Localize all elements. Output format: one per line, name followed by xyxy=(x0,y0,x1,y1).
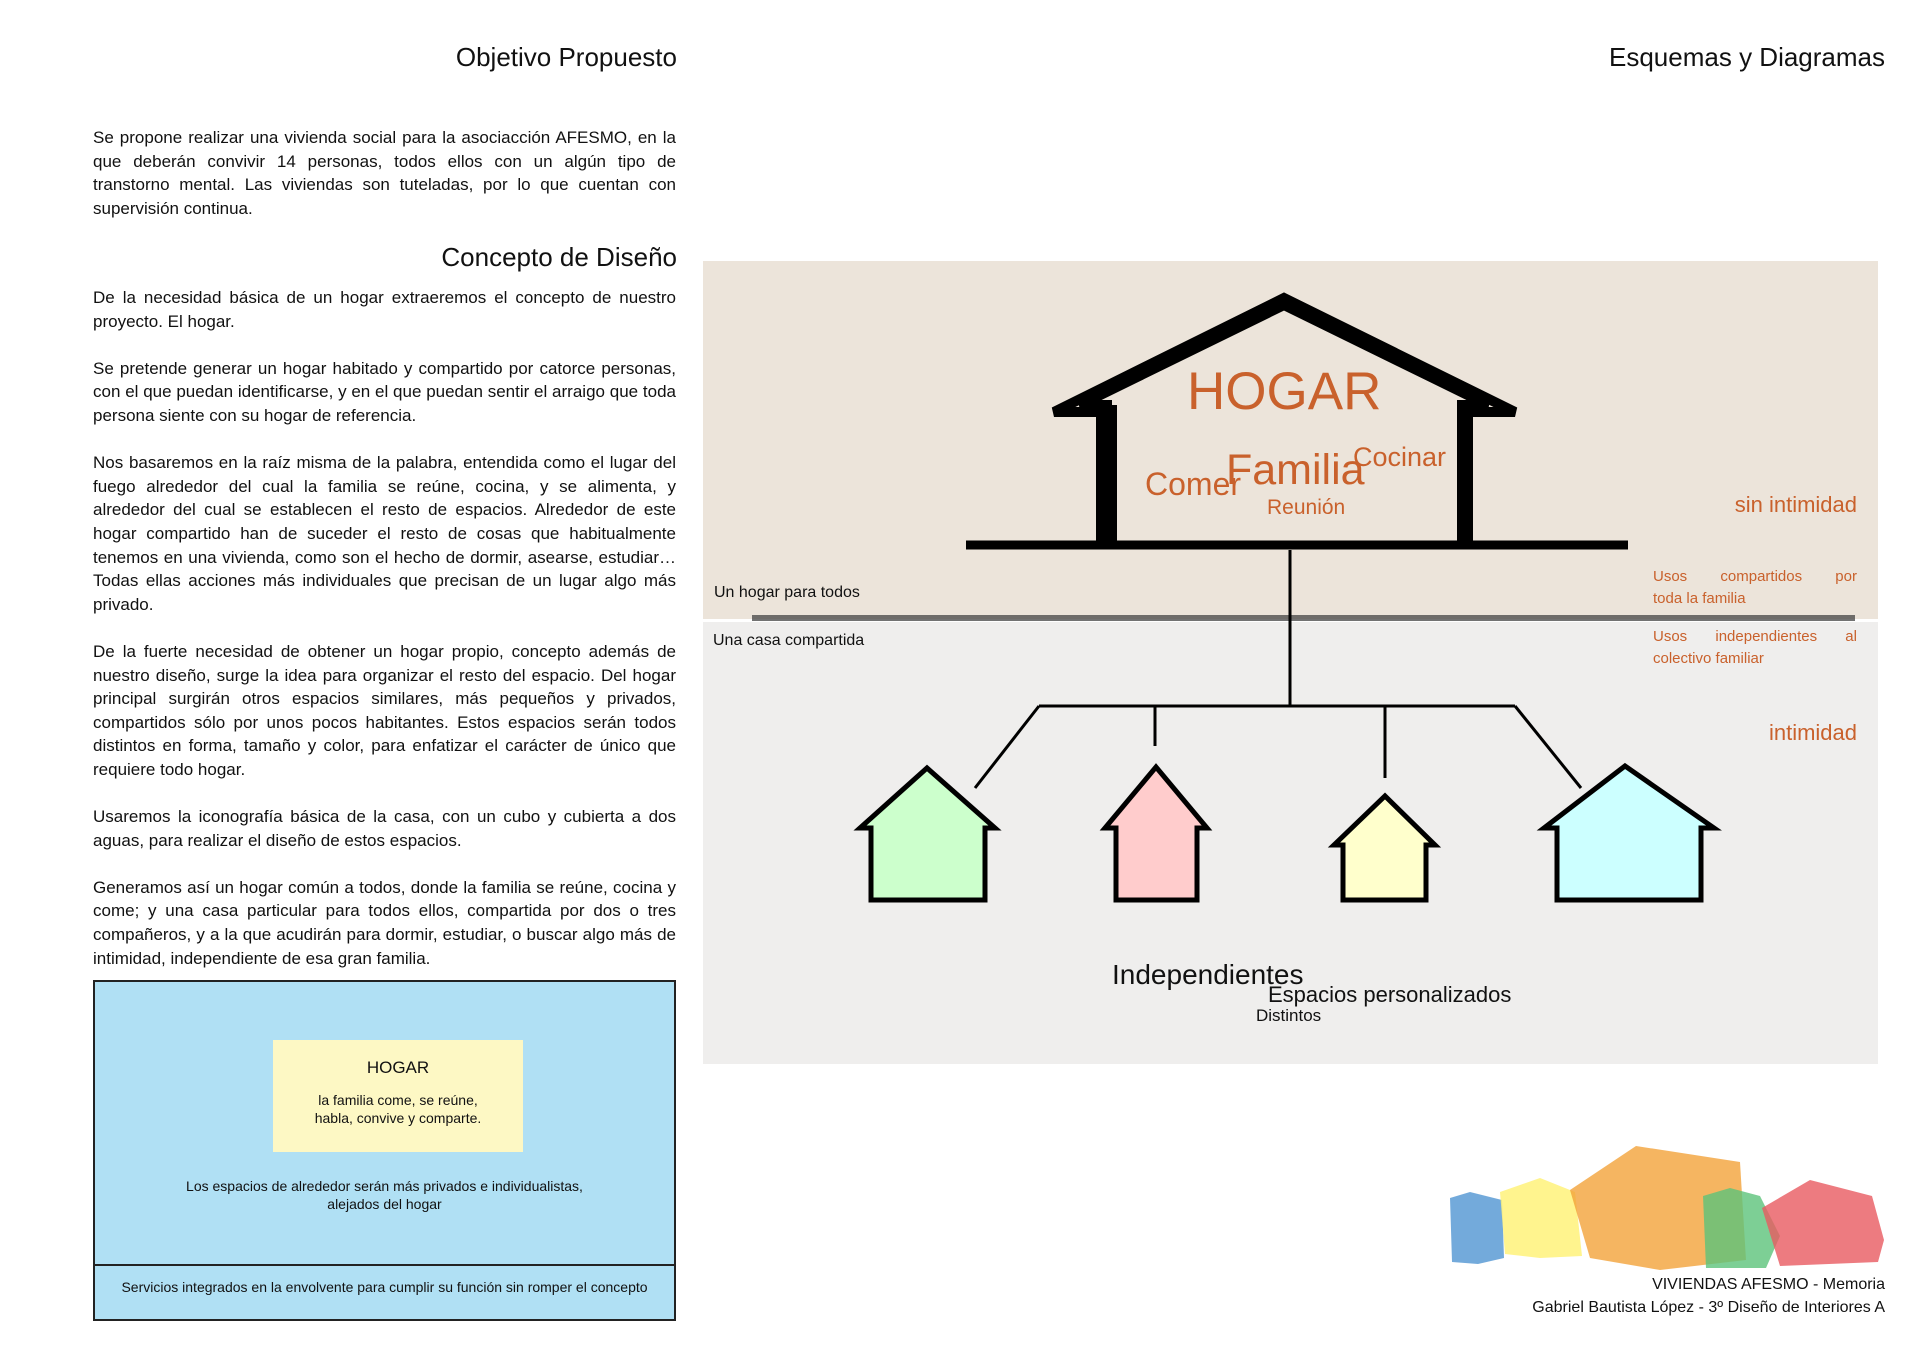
label-independientes: Independientes xyxy=(1112,959,1304,990)
objective-title: Objetivo Propuesto xyxy=(455,42,677,72)
label-familia: Familia xyxy=(1226,446,1365,494)
label-usos-compartidos-1: Usos compartidos por xyxy=(1653,568,1857,585)
label-hogar-todos: Un hogar para todos xyxy=(714,584,860,601)
branch-to-cyan xyxy=(1515,706,1581,788)
concept-paragraph: Se pretende generar un hogar habitado y compartido por catorce personas, con el que puedan identificarse, y en el que puedan sentir el arraigo que toda persona siente con su hogar de referencia. xyxy=(93,358,676,425)
label-espacios-personalizados: Espacios personalizados xyxy=(1268,982,1512,1007)
footer-author: Gabriel Bautista López - 3º Diseño de Interiores A xyxy=(1532,1299,1885,1316)
pink-house xyxy=(1105,767,1207,900)
outer-box-line: alejados del hogar xyxy=(327,1196,442,1212)
objective-text: Se propone realizar una vivienda social para la asociacción AFESMO, en la que deberán convivir 14 personas, todos ellos con un algún tipo de transtorno mental. Las viviendas son tuteladas, por lo que cuentan con supervisión continua. xyxy=(93,128,676,218)
label-casa-compartida: Una casa compartida xyxy=(713,632,865,649)
footer-title: VIVIENDAS AFESMO - Memoria xyxy=(1652,1276,1885,1293)
concept-paragraph: Generamos así un hogar común a todos, donde la familia se reúne, cocina y come; y una casa particular para todos ellos, compartida por dos o tres compañeros, y a la que acudirán para dormir, estudiar, o buscar algo más de intimidad, independiente de esa gran familia. xyxy=(93,877,676,968)
logo-yellow-shape xyxy=(1500,1178,1582,1258)
label-usos-indep-2: colectivo familiar xyxy=(1653,650,1764,667)
concept-paragraph: De la fuerte necesidad de obtener un hogar propio, concepto además de nuestro diseño, surge la idea para organizar el resto del espacio. Del hogar principal surgirán otros espacios similares, más pequeños y privados, compartidos sólo por unos pocos habitantes. Estos espacios serán todos distintos en forma, tamaño y color, para enfatizar el carácter de único que requiere todo hogar. xyxy=(93,641,676,779)
concept-paragraph: Nos basaremos en la raíz misma de la palabra, entendida como el lugar del fuego alrededor del cual la familia se reúne, cocina, y se alimenta, y alrededor del cual se establecen el resto de espacios. Alrededor de este hogar compartido han de suceder el resto de cosas que habitualmente tenemos en una vivienda, como son el hecho de dormir, asearse, estudiar… Todas ellas acciones más individuales que precisan de un lugar algo más privado. xyxy=(93,453,676,614)
label-hogar: HOGAR xyxy=(1187,362,1382,421)
inner-box-line: habla, convive y comparte. xyxy=(314,1110,482,1126)
diagram-title: Esquemas y Diagramas xyxy=(1609,42,1885,72)
inner-box-line: la familia come, se reúne, xyxy=(318,1092,478,1108)
box-footer: Servicios integrados en la envolvente para cumplir su función sin romper el concepto xyxy=(121,1279,648,1295)
concept-title: Concepto de Diseño xyxy=(441,242,677,272)
label-reunion: Reunión xyxy=(1267,496,1346,519)
label-comer: Comer xyxy=(1145,466,1242,502)
branch-to-green xyxy=(975,706,1039,788)
label-sin-intimidad: sin intimidad xyxy=(1734,492,1857,517)
logo-blue-shape xyxy=(1450,1192,1504,1264)
yellow-house xyxy=(1334,796,1435,900)
label-intimidad: intimidad xyxy=(1768,720,1857,745)
label-usos-indep-1: Usos independientes al xyxy=(1653,628,1857,645)
label-usos-compartidos-2: toda la familia xyxy=(1653,590,1746,607)
logo-red-shape xyxy=(1762,1180,1884,1266)
concept-paragraph: Usaremos la iconografía básica de la casa, con un cubo y cubierta a dos aguas, para realizar el diseño de estos espacios. xyxy=(93,807,676,850)
label-cocinar: Cocinar xyxy=(1353,442,1447,472)
concept-paragraph: De la necesidad básica de un hogar extraeremos el concepto de nuestro proyecto. El hogar. xyxy=(93,288,676,331)
cyan-house xyxy=(1544,766,1714,900)
outer-box-line: Los espacios de alrededor serán más privados e individualistas, xyxy=(186,1178,583,1194)
label-distintos: Distintos xyxy=(1256,1006,1322,1025)
inner-box-title: HOGAR xyxy=(366,1058,430,1077)
